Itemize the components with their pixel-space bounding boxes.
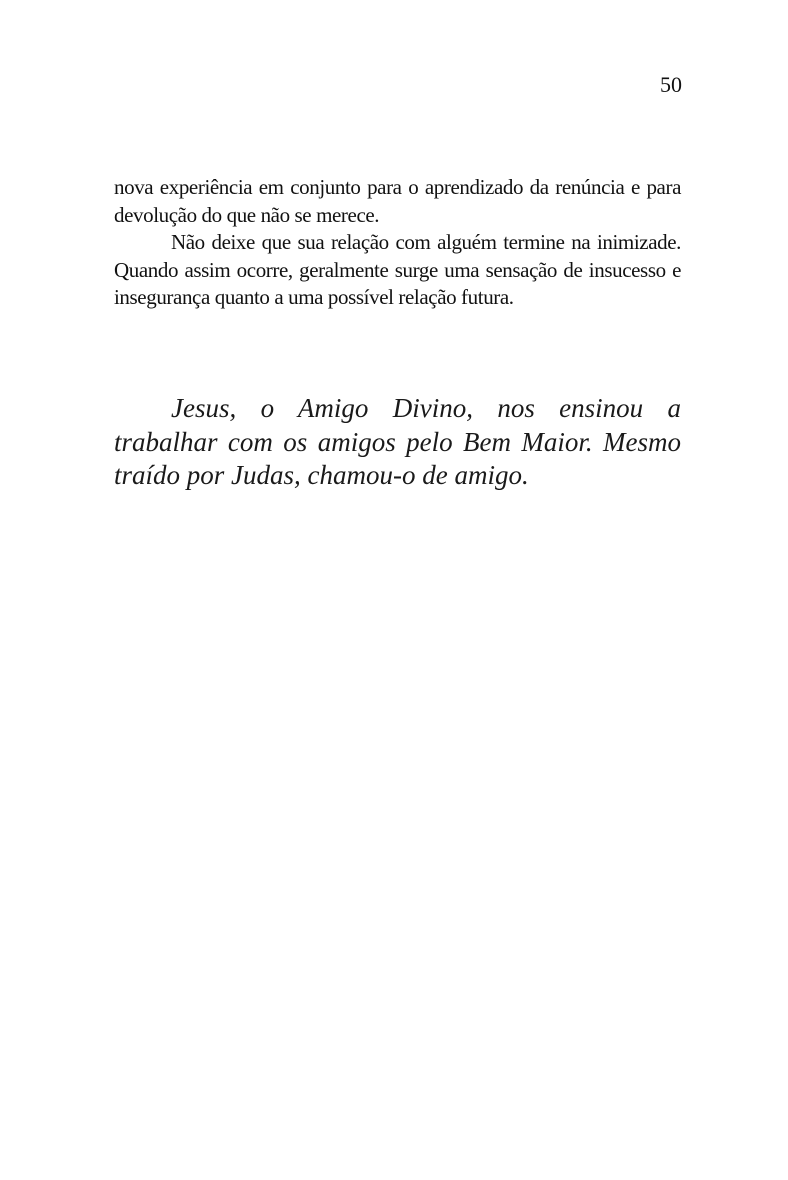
italic-quote: Jesus, o Amigo Divino, nos ensinou a trabalhar com os amigos pelo Bem Maior. Mesmo traído por Judas, chamou-o de amigo. bbox=[114, 393, 681, 490]
page-number: 50 bbox=[660, 72, 682, 97]
paragraph-continuation: nova experiência em conjunto para o aprendizado da renúncia e para devolução do que não se merece. bbox=[114, 175, 681, 227]
paragraph: Não deixe que sua relação com alguém termine na inimizade. Quando assim ocorre, geralmente surge uma sensação de insucesso e insegurança quanto a uma possível relação futura. bbox=[114, 230, 681, 309]
body-text bbox=[114, 174, 681, 312]
